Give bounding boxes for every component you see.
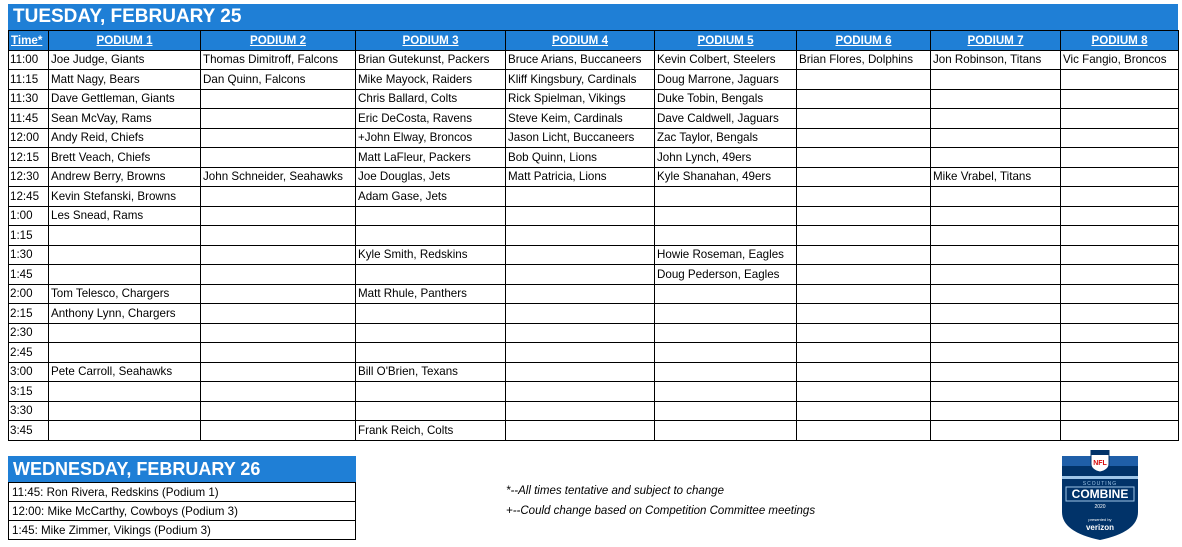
table-row xyxy=(9,109,1179,129)
time-cell: 11:30 xyxy=(9,89,49,109)
podium-cell xyxy=(1061,421,1179,441)
podium-cell: Matt LaFleur, Packers xyxy=(356,148,506,168)
podium-cell xyxy=(1061,362,1179,382)
podium-cell xyxy=(655,362,797,382)
podium-cell xyxy=(49,421,201,441)
table-row xyxy=(9,362,1179,382)
podium-cell xyxy=(797,109,931,129)
podium-cell xyxy=(506,265,655,285)
podium-cell: Dave Gettleman, Giants xyxy=(49,89,201,109)
podium-cell: +John Elway, Broncos xyxy=(356,128,506,148)
podium-cell xyxy=(356,382,506,402)
podium-cell xyxy=(201,226,356,246)
podium-cell xyxy=(356,343,506,363)
podium-cell xyxy=(201,362,356,382)
podium-cell xyxy=(1061,401,1179,421)
table-row xyxy=(9,148,1179,168)
podium-cell xyxy=(356,323,506,343)
time-cell: 1:45 xyxy=(9,265,49,285)
podium-cell: Mike Mayock, Raiders xyxy=(356,70,506,90)
podium-cell: Andrew Berry, Browns xyxy=(49,167,201,187)
note-tentative: *--All times tentative and subject to change xyxy=(506,485,724,497)
time-cell: 2:00 xyxy=(9,284,49,304)
podium-cell: Thomas Dimitroff, Falcons xyxy=(201,50,356,70)
podium-cell: Kliff Kingsbury, Cardinals xyxy=(506,70,655,90)
podium-cell xyxy=(797,128,931,148)
podium-cell: Jon Robinson, Titans xyxy=(931,50,1061,70)
wednesday-row xyxy=(9,521,356,540)
wednesday-title: WEDNESDAY, FEBRUARY 26 xyxy=(8,456,356,482)
podium-cell xyxy=(931,245,1061,265)
podium-cell xyxy=(201,323,356,343)
time-cell: 3:00 xyxy=(9,362,49,382)
podium-cell xyxy=(931,187,1061,207)
table-row xyxy=(9,50,1179,70)
podium-cell xyxy=(931,421,1061,441)
podium-cell xyxy=(797,304,931,324)
table-row xyxy=(9,382,1179,402)
time-cell: 11:45 xyxy=(9,109,49,129)
podium-cell xyxy=(931,382,1061,402)
podium-cell xyxy=(797,343,931,363)
podium-cell xyxy=(655,206,797,226)
podium-cell xyxy=(931,109,1061,129)
podium-cell xyxy=(931,128,1061,148)
podium-cell xyxy=(797,362,931,382)
podium-cell xyxy=(797,167,931,187)
podium-cell: John Lynch, 49ers xyxy=(655,148,797,168)
podium-cell xyxy=(655,304,797,324)
table-row xyxy=(9,226,1179,246)
podium-cell xyxy=(797,382,931,402)
time-cell: 11:00 xyxy=(9,50,49,70)
podium-cell xyxy=(931,89,1061,109)
table-row xyxy=(9,323,1179,343)
podium-cell xyxy=(506,382,655,402)
table-row xyxy=(9,343,1179,363)
time-cell: 2:45 xyxy=(9,343,49,363)
podium-cell: Steve Keim, Cardinals xyxy=(506,109,655,129)
podium-cell xyxy=(931,206,1061,226)
podium-cell xyxy=(655,401,797,421)
podium-cell xyxy=(931,226,1061,246)
podium-cell xyxy=(797,284,931,304)
podium-cell xyxy=(201,265,356,285)
podium-cell: Frank Reich, Colts xyxy=(356,421,506,441)
podium-cell: Andy Reid, Chiefs xyxy=(49,128,201,148)
podium-cell xyxy=(506,421,655,441)
podium-cell xyxy=(1061,148,1179,168)
podium-cell: Matt Patricia, Lions xyxy=(506,167,655,187)
podium-cell xyxy=(201,187,356,207)
podium-cell xyxy=(506,226,655,246)
podium-cell: Joe Judge, Giants xyxy=(49,50,201,70)
podium-cell xyxy=(506,206,655,226)
podium-cell xyxy=(1061,245,1179,265)
time-cell: 1:00 xyxy=(9,206,49,226)
podium-cell xyxy=(356,226,506,246)
podium-cell xyxy=(506,401,655,421)
podium-cell xyxy=(1061,70,1179,90)
podium-cell: Tom Telesco, Chargers xyxy=(49,284,201,304)
podium-cell xyxy=(1061,187,1179,207)
podium-cell xyxy=(1061,89,1179,109)
podium-cell xyxy=(1061,167,1179,187)
podium-cell xyxy=(655,284,797,304)
podium-cell xyxy=(356,265,506,285)
logo-scouting-text: SCOUTING xyxy=(1082,481,1118,487)
podium-cell xyxy=(201,304,356,324)
podium-cell xyxy=(797,245,931,265)
header-podium-7: PODIUM 7 xyxy=(931,31,1061,51)
logo-nfl-text: NFL xyxy=(1093,460,1107,467)
podium-cell xyxy=(506,304,655,324)
podium-cell: Brian Flores, Dolphins xyxy=(797,50,931,70)
header-podium-2: PODIUM 2 xyxy=(201,31,356,51)
podium-cell: Chris Ballard, Colts xyxy=(356,89,506,109)
podium-cell xyxy=(1061,206,1179,226)
table-row xyxy=(9,89,1179,109)
podium-cell: Anthony Lynn, Chargers xyxy=(49,304,201,324)
podium-cell: Dan Quinn, Falcons xyxy=(201,70,356,90)
podium-cell xyxy=(506,323,655,343)
table-row xyxy=(9,206,1179,226)
nfl-combine-logo xyxy=(1060,450,1140,542)
podium-cell: Bill O'Brien, Texans xyxy=(356,362,506,382)
podium-cell xyxy=(506,187,655,207)
podium-cell xyxy=(506,284,655,304)
podium-cell xyxy=(201,128,356,148)
podium-cell xyxy=(1061,304,1179,324)
podium-cell xyxy=(506,343,655,363)
podium-cell xyxy=(655,343,797,363)
time-cell: 12:45 xyxy=(9,187,49,207)
podium-cell xyxy=(201,206,356,226)
podium-cell: Mike Vrabel, Titans xyxy=(931,167,1061,187)
podium-cell: Pete Carroll, Seahawks xyxy=(49,362,201,382)
wednesday-schedule-table xyxy=(8,482,356,540)
podium-cell: Les Snead, Rams xyxy=(49,206,201,226)
podium-cell: Sean McVay, Rams xyxy=(49,109,201,129)
time-cell: 2:15 xyxy=(9,304,49,324)
podium-cell: Dave Caldwell, Jaguars xyxy=(655,109,797,129)
podium-cell xyxy=(655,382,797,402)
podium-cell xyxy=(1061,226,1179,246)
podium-cell xyxy=(797,148,931,168)
podium-cell xyxy=(1061,109,1179,129)
podium-cell: Kevin Colbert, Steelers xyxy=(655,50,797,70)
podium-cell xyxy=(797,226,931,246)
podium-cell xyxy=(797,401,931,421)
podium-cell: Joe Douglas, Jets xyxy=(356,167,506,187)
time-cell: 3:45 xyxy=(9,421,49,441)
table-row xyxy=(9,421,1179,441)
podium-cell: Matt Rhule, Panthers xyxy=(356,284,506,304)
table-header-row xyxy=(9,31,1179,51)
podium-cell xyxy=(931,284,1061,304)
podium-cell xyxy=(797,89,931,109)
podium-cell: Howie Roseman, Eagles xyxy=(655,245,797,265)
table-row xyxy=(9,187,1179,207)
podium-cell xyxy=(655,187,797,207)
podium-cell xyxy=(655,323,797,343)
podium-cell: Doug Pederson, Eagles xyxy=(655,265,797,285)
podium-cell xyxy=(356,206,506,226)
podium-cell xyxy=(931,362,1061,382)
podium-cell xyxy=(1061,382,1179,402)
podium-cell xyxy=(931,265,1061,285)
podium-cell xyxy=(49,343,201,363)
header-time: Time* xyxy=(9,31,49,51)
podium-cell xyxy=(201,401,356,421)
podium-cell xyxy=(931,148,1061,168)
podium-cell: Brian Gutekunst, Packers xyxy=(356,50,506,70)
podium-cell xyxy=(506,245,655,265)
logo-sponsor-text: verizon xyxy=(1085,523,1115,532)
wednesday-row xyxy=(9,483,356,502)
header-podium-1: PODIUM 1 xyxy=(49,31,201,51)
podium-cell xyxy=(931,343,1061,363)
logo-presented-by-text: presented by xyxy=(1088,517,1112,522)
podium-cell xyxy=(201,245,356,265)
podium-cell xyxy=(1061,284,1179,304)
podium-cell xyxy=(931,401,1061,421)
wednesday-entry: 12:00: Mike McCarthy, Cowboys (Podium 3) xyxy=(9,502,356,521)
table-row xyxy=(9,167,1179,187)
time-cell: 12:15 xyxy=(9,148,49,168)
podium-cell xyxy=(655,421,797,441)
podium-cell: Brett Veach, Chiefs xyxy=(49,148,201,168)
time-cell: 12:30 xyxy=(9,167,49,187)
podium-cell xyxy=(49,382,201,402)
wednesday-row xyxy=(9,502,356,521)
podium-cell: Rick Spielman, Vikings xyxy=(506,89,655,109)
time-cell: 2:30 xyxy=(9,323,49,343)
podium-cell xyxy=(356,304,506,324)
table-row xyxy=(9,70,1179,90)
note-committee: +--Could change based on Competition Committee meetings xyxy=(506,505,816,517)
podium-cell: Vic Fangio, Broncos xyxy=(1061,50,1179,70)
header-podium-8: PODIUM 8 xyxy=(1061,31,1179,51)
wednesday-entry: 1:45: Mike Zimmer, Vikings (Podium 3) xyxy=(9,521,356,540)
time-cell: 3:30 xyxy=(9,401,49,421)
header-podium-4: PODIUM 4 xyxy=(506,31,655,51)
podium-cell xyxy=(356,401,506,421)
time-cell: 1:30 xyxy=(9,245,49,265)
header-podium-6: PODIUM 6 xyxy=(797,31,931,51)
podium-cell xyxy=(49,265,201,285)
podium-cell: Adam Gase, Jets xyxy=(356,187,506,207)
podium-cell xyxy=(931,304,1061,324)
podium-cell xyxy=(1061,265,1179,285)
podium-cell xyxy=(201,382,356,402)
podium-cell xyxy=(201,109,356,129)
header-podium-5: PODIUM 5 xyxy=(655,31,797,51)
podium-cell xyxy=(655,226,797,246)
podium-cell xyxy=(201,284,356,304)
podium-cell xyxy=(201,148,356,168)
podium-cell xyxy=(49,226,201,246)
podium-cell xyxy=(931,323,1061,343)
table-row xyxy=(9,245,1179,265)
podium-cell xyxy=(1061,323,1179,343)
time-cell: 1:15 xyxy=(9,226,49,246)
podium-cell xyxy=(1061,343,1179,363)
podium-cell xyxy=(49,401,201,421)
table-row xyxy=(9,284,1179,304)
time-cell: 3:15 xyxy=(9,382,49,402)
table-row xyxy=(9,128,1179,148)
podium-cell: Jason Licht, Buccaneers xyxy=(506,128,655,148)
podium-cell xyxy=(797,206,931,226)
podium-cell: Zac Taylor, Bengals xyxy=(655,128,797,148)
podium-cell: Doug Marrone, Jaguars xyxy=(655,70,797,90)
podium-cell xyxy=(797,421,931,441)
podium-cell xyxy=(49,245,201,265)
podium-cell xyxy=(797,70,931,90)
logo-year-text: 2020 xyxy=(1094,504,1106,510)
podium-cell xyxy=(201,343,356,363)
podium-cell xyxy=(797,187,931,207)
podium-cell: Kevin Stefanski, Browns xyxy=(49,187,201,207)
podium-cell: Matt Nagy, Bears xyxy=(49,70,201,90)
time-cell: 12:00 xyxy=(9,128,49,148)
header-podium-3: PODIUM 3 xyxy=(356,31,506,51)
table-row xyxy=(9,265,1179,285)
tuesday-title: TUESDAY, FEBRUARY 25 xyxy=(8,4,1178,30)
podium-cell xyxy=(797,265,931,285)
podium-cell xyxy=(797,323,931,343)
podium-cell xyxy=(506,362,655,382)
podium-cell xyxy=(931,70,1061,90)
wednesday-entry: 11:45: Ron Rivera, Redskins (Podium 1) xyxy=(9,483,356,502)
time-cell: 11:15 xyxy=(9,70,49,90)
podium-cell: Eric DeCosta, Ravens xyxy=(356,109,506,129)
table-row xyxy=(9,401,1179,421)
tuesday-schedule-table xyxy=(8,30,1179,441)
podium-cell: Bob Quinn, Lions xyxy=(506,148,655,168)
podium-cell xyxy=(49,323,201,343)
podium-cell: Kyle Smith, Redskins xyxy=(356,245,506,265)
podium-cell: Kyle Shanahan, 49ers xyxy=(655,167,797,187)
logo-combine-text: COMBINE xyxy=(1071,487,1129,501)
podium-cell: Bruce Arians, Buccaneers xyxy=(506,50,655,70)
table-row xyxy=(9,304,1179,324)
podium-cell xyxy=(201,421,356,441)
podium-cell xyxy=(1061,128,1179,148)
podium-cell xyxy=(201,89,356,109)
podium-cell: John Schneider, Seahawks xyxy=(201,167,356,187)
podium-cell: Duke Tobin, Bengals xyxy=(655,89,797,109)
